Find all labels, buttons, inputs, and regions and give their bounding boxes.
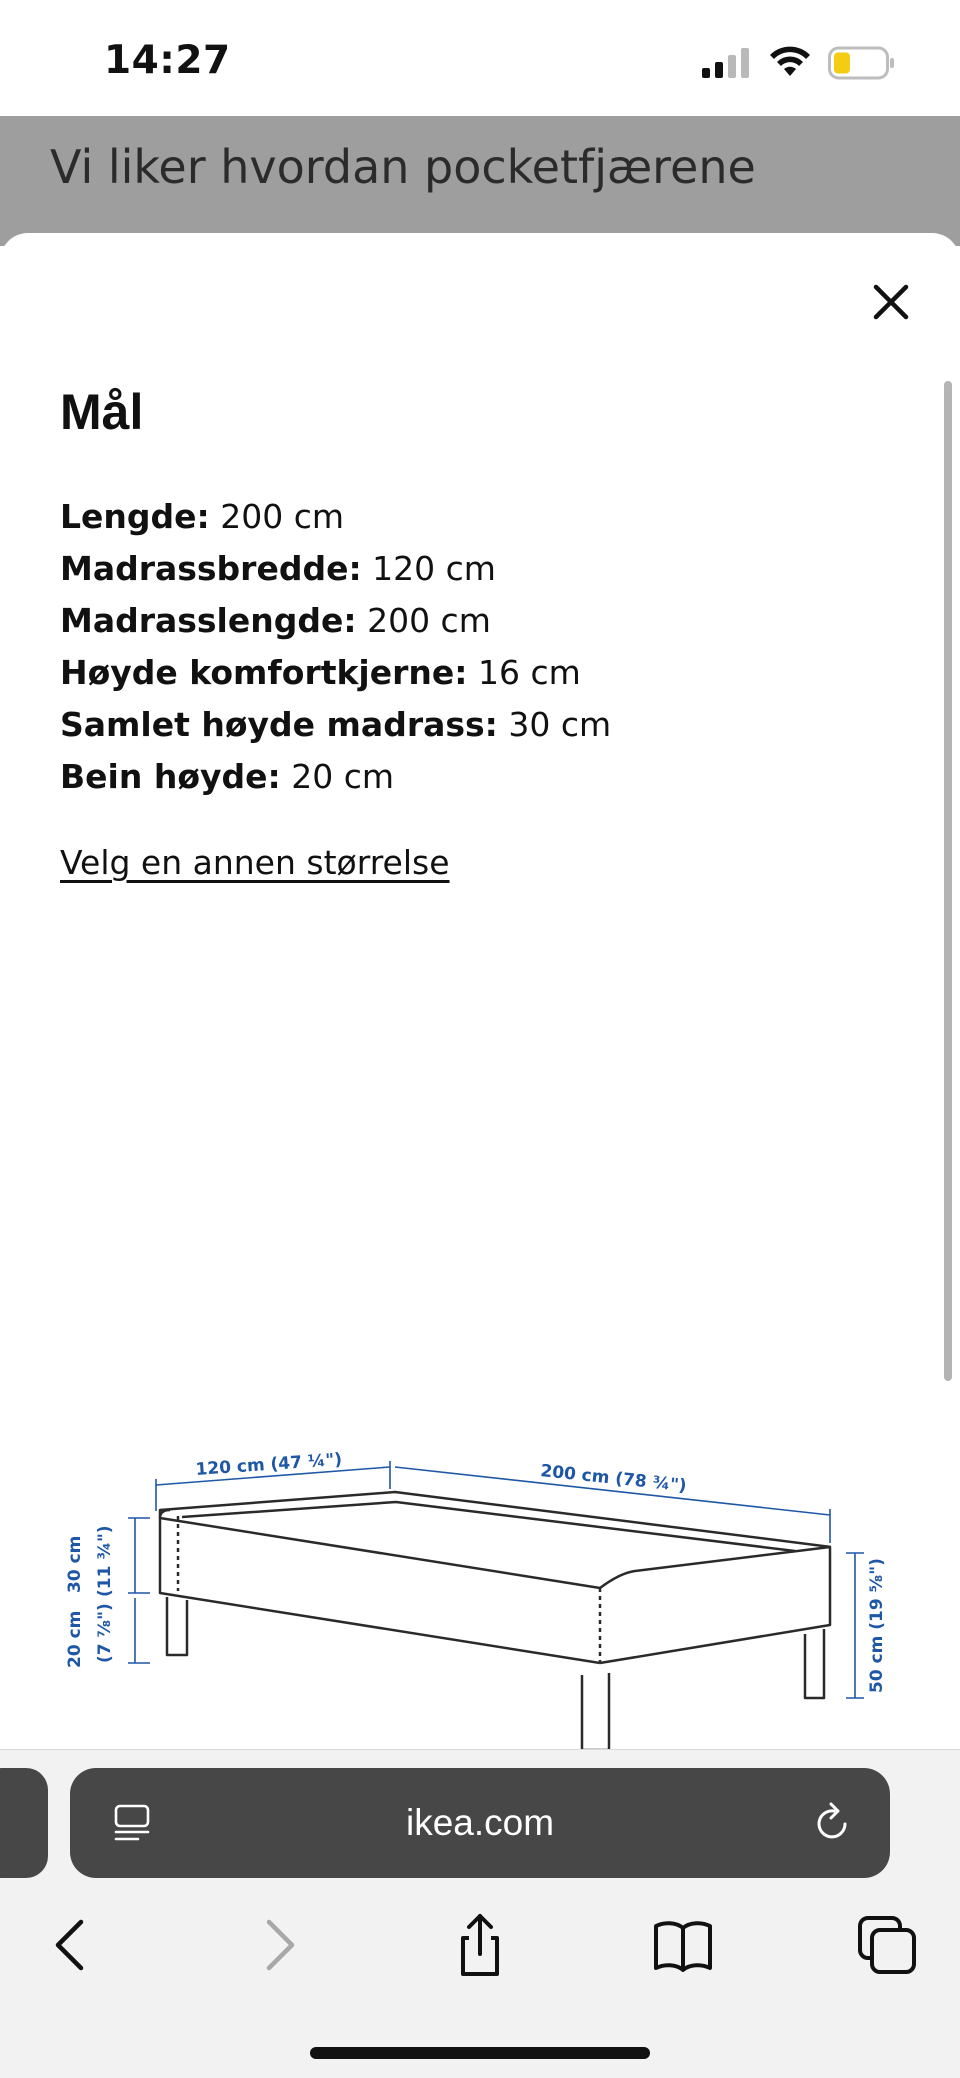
status-bar	[0, 0, 960, 116]
share-icon[interactable]	[445, 1910, 515, 1980]
dimension-value: 200 cm	[220, 497, 345, 536]
dimension-value: 200 cm	[367, 601, 491, 640]
dimension-label: Madrasslengde:	[60, 601, 357, 640]
page-backdrop	[0, 116, 960, 246]
length-dimension-label: 200 cm (78 ¾")	[539, 1461, 688, 1497]
dimension-label: Lengde:	[60, 497, 210, 536]
dimension-value: 20 cm	[291, 757, 394, 796]
dimensions-sheet	[0, 233, 960, 1749]
dimension-label: Bein høyde:	[60, 757, 281, 796]
width-dimension-label: 120 cm (47 ¼")	[194, 1449, 343, 1480]
dimension-row	[60, 595, 900, 647]
leg-height-in-label: (7 ⅞")	[95, 1603, 115, 1663]
forward-icon[interactable]	[244, 1910, 314, 1980]
home-indicator	[310, 2047, 650, 2059]
dimension-label: Madrassbredde:	[60, 549, 362, 588]
leg-height-cm-label: 20 cm	[65, 1610, 85, 1668]
cellular-signal-icon	[702, 48, 750, 78]
mattress-height-in-label: (11 ¾")	[95, 1525, 115, 1597]
backdrop-text: Vi liker hvordan pocketfjærene	[50, 140, 756, 194]
dimension-row	[60, 699, 900, 751]
dimension-label: Samlet høyde madrass:	[60, 705, 498, 744]
close-icon[interactable]	[862, 273, 920, 331]
choose-size-link[interactable]: Velg en annen størrelse	[60, 843, 450, 882]
dimension-value: 120 cm	[372, 549, 496, 588]
url-text[interactable]: ikea.com	[405, 1802, 555, 1843]
dimensions-list	[60, 491, 900, 803]
dimension-row	[60, 751, 900, 803]
browser-bottom-bar	[0, 1749, 960, 2078]
sheet-title: Mål	[60, 384, 144, 440]
tabs-icon[interactable]	[852, 1910, 922, 1980]
address-bar[interactable]	[70, 1768, 890, 1878]
dimension-label: Høyde komfortkjerne:	[60, 653, 468, 692]
previous-tab-preview[interactable]	[0, 1768, 48, 1878]
back-icon[interactable]	[36, 1910, 106, 1980]
battery-low-icon	[828, 46, 896, 80]
total-height-label: 50 cm (19 ⅝")	[867, 1558, 887, 1693]
status-time: 14:27	[104, 38, 231, 83]
reload-icon[interactable]	[812, 1802, 854, 1844]
wifi-icon	[768, 44, 812, 78]
mattress-height-cm-label: 30 cm	[65, 1535, 85, 1593]
bookmarks-icon[interactable]	[648, 1910, 718, 1980]
dimension-row	[60, 543, 900, 595]
bed-dimension-diagram	[60, 1193, 900, 1693]
dimension-value: 16 cm	[477, 653, 581, 692]
dimension-row	[60, 491, 900, 543]
dimension-row	[60, 647, 900, 699]
dimension-value: 30 cm	[508, 705, 612, 744]
scrollbar[interactable]	[944, 381, 952, 1381]
